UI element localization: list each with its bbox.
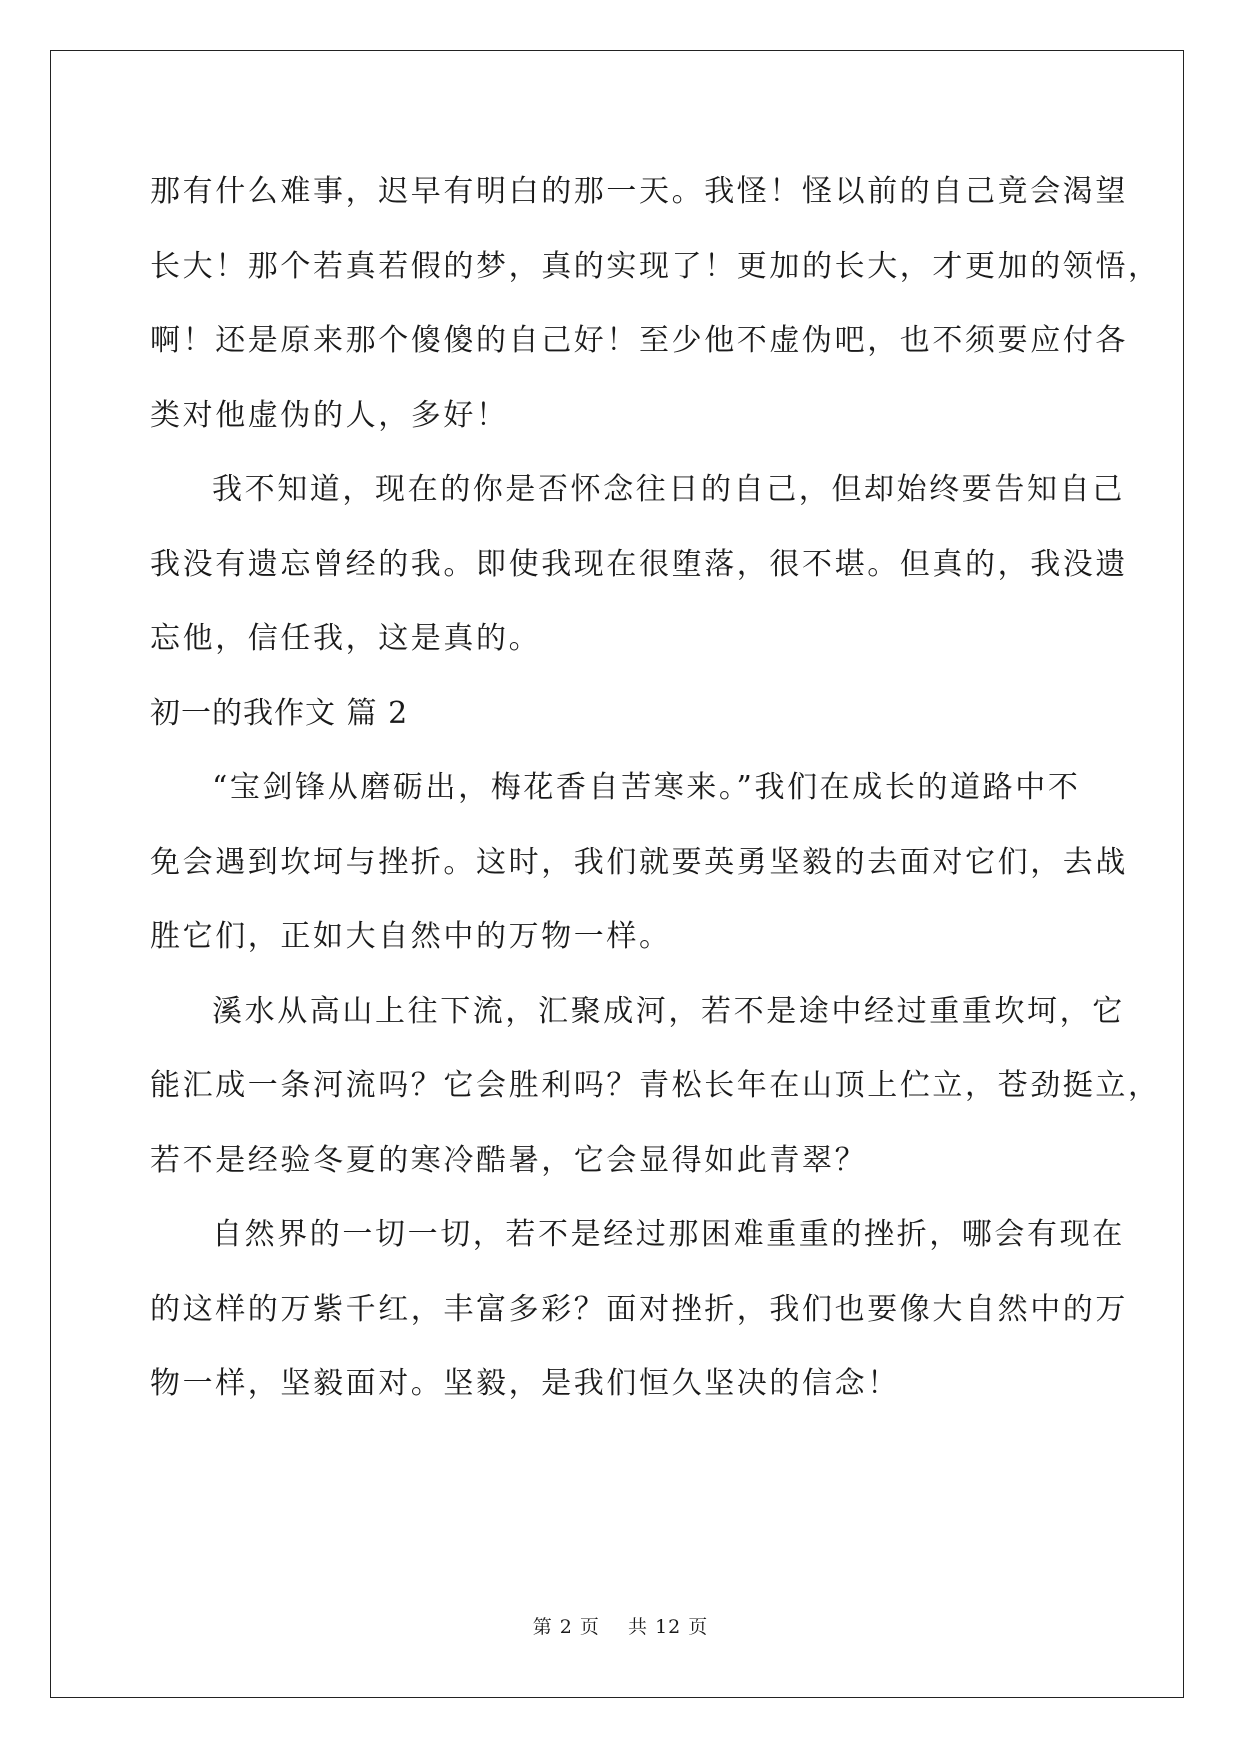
text-line: 自然界的一切一切，若不是经过那困难重重的挫折，哪会有现在	[212, 1217, 1125, 1252]
total-pages-label: 共 12 页	[628, 1616, 709, 1638]
text-line: 啊！还是原来那个傻傻的自己好！至少他不虚伪吧，也不须要应付各	[150, 323, 1128, 358]
text-line: 物一样，坚毅面对。坚毅，是我们恒久坚决的信念！	[150, 1366, 900, 1401]
text-line: 我没有遗忘曾经的我。即使我现在很堕落，很不堪。但真的，我没遗	[150, 546, 1128, 582]
text-line: 类对他虚伪的人，多好！	[150, 397, 509, 433]
text-line: 若不是经验冬夏的寒冷酷暑，它会显得如此青翠？	[150, 1142, 868, 1178]
text-line: “宝剑锋从磨砺出，梅花香自苦寒来。”我们在成长的道路中不	[212, 770, 1081, 805]
text-line: 胜它们，正如大自然中的万物一样。	[150, 919, 672, 954]
current-page-label: 第 2 页	[532, 1616, 600, 1638]
text-line: 能汇成一条河流吗？它会胜利吗？青松长年在山顶上伫立，苍劲挺立，	[150, 1068, 1161, 1103]
text-line: 我不知道，现在的你是否怀念往日的自己，但却始终要告知自己	[212, 472, 1125, 507]
text-line: 免会遇到坎坷与挫折。这时，我们就要英勇坚毅的去面对它们，去战	[150, 844, 1128, 880]
text-line: 溪水从高山上往下流，汇聚成河，若不是途中经过重重坎坷，它	[212, 993, 1125, 1029]
text-line: 的这样的万紫千红，丰富多彩？面对挫折，我们也要像大自然中的万	[150, 1291, 1128, 1327]
text-line: 忘他，信任我，这是真的。	[150, 621, 542, 656]
text-line: 那有什么难事，迟早有明白的那一天。我怪！怪以前的自己竟会渴望	[150, 174, 1128, 209]
document-body	[150, 155, 1161, 1422]
page-footer	[0, 1612, 1241, 1639]
text-line: 长大！那个若真若假的梦，真的实现了！更加的长大，才更加的领悟，	[150, 248, 1161, 284]
section-heading: 初一的我作文 篇 2	[150, 695, 409, 731]
